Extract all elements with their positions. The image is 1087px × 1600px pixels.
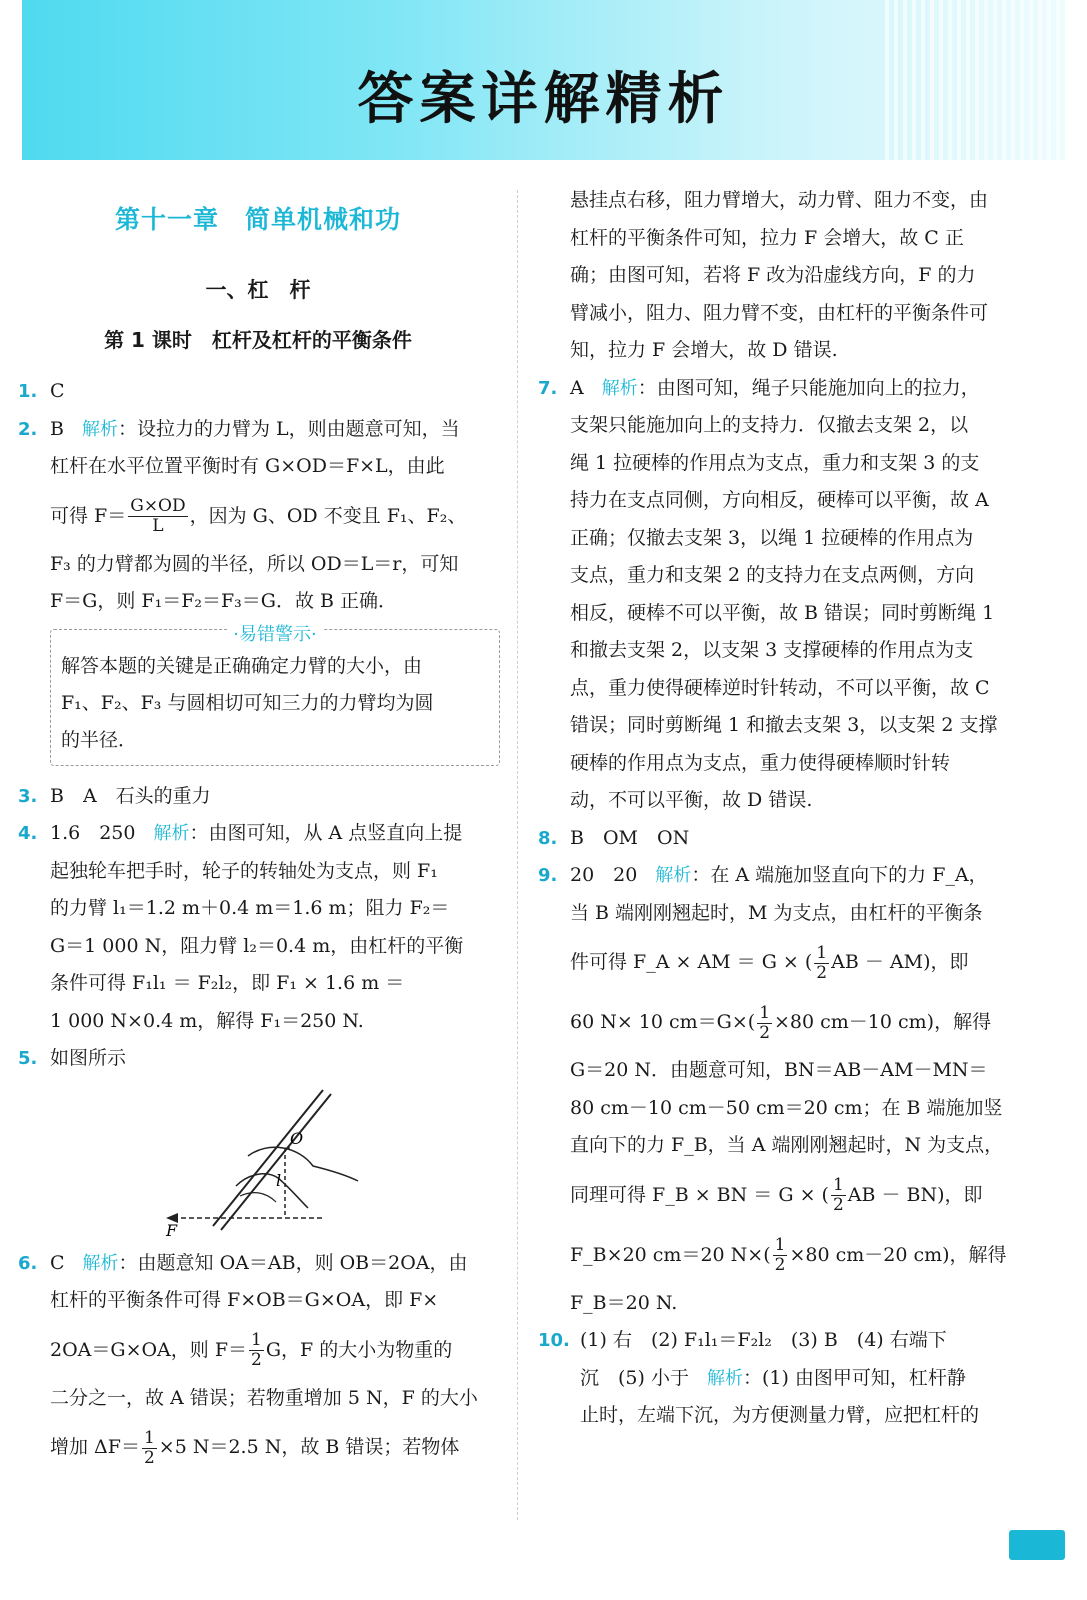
question-number: 3.: [18, 785, 38, 807]
analysis-label: 解析: [655, 865, 692, 886]
question-number: 4.: [18, 823, 38, 844]
answer-q4: [18, 815, 498, 1040]
explanation-line: F_B＝20 N.: [570, 1291, 678, 1314]
explanation-line: 杠杆在水平位置平衡时有 G×OD＝F×L，由此: [50, 455, 445, 477]
explanation-line: 条件可得 F₁l₁ ＝ F₂l₂，即 F₁ × 1.6 m ＝: [50, 972, 405, 994]
answer-q6: [18, 1245, 498, 1478]
denominator: 2: [759, 1022, 771, 1043]
answer-q1: [18, 373, 498, 411]
finger-outline: [236, 1170, 308, 1207]
fraction: [757, 1004, 772, 1043]
pen-rod-edge: [221, 1094, 331, 1230]
explanation-line: G，F 的大小为物重的: [265, 1338, 453, 1361]
question-number: 1.: [18, 381, 38, 402]
answer-text: B OM ON: [570, 826, 690, 849]
denominator: 2: [832, 1195, 844, 1215]
explanation-line: 直向下的力 F_B，当 A 端刚刚翘起时，N 为支点，: [570, 1134, 1004, 1156]
column-divider: [517, 190, 518, 1520]
explanation-line: ：由题意知 OA＝AB，则 OB＝2OA，由: [118, 1251, 468, 1274]
explanation-line: 同理可得 F_B × BN ＝ G × (: [570, 1183, 829, 1206]
explanation-line: G＝20 N．由题意可知，BN＝AB－AM－MN＝: [570, 1059, 988, 1081]
answer-text: (1) 右 (2) F₁l₁＝F₂l₂ (3) B (4) 右端下: [580, 1329, 947, 1351]
numerator: 1: [251, 1330, 262, 1350]
question-number: 10.: [538, 1330, 570, 1351]
analysis-label: 解析: [81, 418, 118, 440]
force-f-label: F: [166, 1220, 178, 1236]
explanation-line: AB － BN)，即: [847, 1183, 983, 1206]
answer-text: 沉 (5) 小于: [580, 1366, 689, 1389]
explanation-line: ×80 cm－10 cm)，解得: [774, 1011, 992, 1033]
explanation-line: ：由图可知，绳子只能施加向上的拉力，: [637, 376, 980, 399]
answer-text: C: [50, 380, 65, 402]
chapter-heading: 第十一章 简单机械和功: [114, 205, 401, 234]
explanation-line: 支点，重力和支架 2 的支持力在支点两侧，方向: [570, 564, 975, 586]
explanation-line: 增加 ΔF＝: [50, 1436, 140, 1458]
numerator: 1: [759, 1002, 771, 1023]
answer-text: 1.6 250: [50, 822, 136, 844]
question-number: 5.: [18, 1048, 38, 1069]
page-title: 答案详解精析: [357, 67, 730, 132]
explanation-line: ：由图可知，从 A 点竖直向上提: [189, 822, 463, 844]
explanation-line: F₃ 的力臂都为圆的半径，所以 OD＝L＝r，可知: [50, 552, 459, 575]
numerator: G×OD: [130, 496, 186, 516]
explanation-line: 二分之一，故 A 错误；若物重增加 5 N，F 的大小: [50, 1386, 478, 1409]
warning-line: F₁、F₂、F₃ 与圆相切可知三力的力臂均为圆: [61, 691, 434, 714]
question-number: 8.: [538, 827, 558, 849]
explanation-line: 件可得 F_A × AM ＝ G × (: [570, 951, 813, 973]
explanation-line: AB － AM)，即: [831, 951, 969, 973]
explanation-line: ：(1) 由图甲可知，杠杆静: [742, 1366, 966, 1389]
explanation-line: 的力臂 l₁＝1.2 m＋0.4 m＝1.6 m；阻力 F₂＝: [50, 897, 450, 919]
question-number: 7.: [538, 377, 558, 399]
explanation-line: 和撤去支架 2，以支架 3 支撑硬棒的作用点为支: [570, 639, 974, 661]
lever-hand-figure: [148, 1086, 368, 1236]
answer-q8: [538, 820, 1018, 858]
explanation-line: 悬挂点右移，阻力臂增大，动力臂、阻力不变，由: [570, 189, 989, 211]
explanation-line: 止时，左端下沉，为方便测量力臂，应把杠杆的: [580, 1404, 980, 1426]
question-number: 6.: [18, 1252, 38, 1274]
analysis-label: 解析: [601, 377, 638, 399]
explanation-line: ×5 N＝2.5 N，故 B 错误；若物体: [158, 1436, 460, 1458]
header-banner: [22, 0, 1065, 160]
explanation-line: 可得 F＝: [50, 504, 127, 527]
section-heading: 一、杠 杆: [205, 278, 311, 302]
explanation-line: 起独轮车把手时，轮子的转轴处为支点，则 F₁: [50, 859, 438, 882]
warning-title: ·易错警示·: [51, 616, 499, 653]
answer-text: C: [50, 1251, 65, 1274]
warning-line: 的半径．: [61, 728, 138, 751]
denominator: 2: [251, 1350, 262, 1370]
denominator: 2: [143, 1447, 155, 1468]
explanation-line: 绳 1 拉硬棒的作用点为支点，重力和支架 3 的支: [570, 451, 980, 474]
denominator: L: [152, 516, 164, 536]
explanation-line: 1 000 N×0.4 m，解得 F₁＝250 N.: [50, 1009, 364, 1032]
explanation-line: 动，不可以平衡，故 D 错误.: [570, 789, 813, 811]
explanation-line: 80 cm－10 cm－50 cm＝20 cm；在 B 端施加竖: [570, 1096, 1003, 1119]
explanation-line: 臂减小，阻力、阻力臂不变，由杠杆的平衡条件可: [570, 301, 989, 324]
explanation-line: ，因为 G、OD 不变且 F₁、F₂、: [189, 504, 467, 527]
explanation-line: 杠杆的平衡条件可知，拉力 F 会增大，故 C 正: [570, 226, 964, 249]
right-column: [538, 182, 1018, 1435]
answer-text: 20 20: [570, 864, 638, 886]
analysis-label: 解析: [82, 1252, 119, 1274]
answer-q3: [18, 778, 498, 816]
fraction: [128, 497, 187, 536]
explanation-line: ：在 A 端施加竖直向下的力 F_A，: [691, 864, 988, 886]
explanation-line: 点，重力使得硬棒逆时针转动，不可以平衡，故 C: [570, 676, 990, 699]
answer-text: 如图所示: [50, 1047, 127, 1069]
explanation-line: 错误；同时剪断绳 1 和撤去支架 3，以支架 2 支撑: [570, 714, 998, 736]
fraction: [814, 944, 829, 983]
numerator: 1: [774, 1235, 786, 1255]
analysis-label: 解析: [706, 1367, 743, 1389]
question-number: 2.: [18, 418, 38, 440]
explanation-line: ×80 cm－20 cm)，解得: [789, 1243, 1007, 1266]
numerator: 1: [832, 1175, 844, 1195]
explanation-line: 硬棒的作用点为支点，重力使得硬棒顺时针转: [570, 751, 951, 774]
explanation-line: 相反，硬棒不可以平衡，故 B 错误；同时剪断绳 1: [570, 601, 995, 624]
denominator: 2: [774, 1255, 786, 1275]
explanation-line: F_B×20 cm＝20 N×(: [570, 1243, 771, 1266]
explanation-line: 2OA＝G×OA，则 F＝: [50, 1338, 248, 1361]
fraction: [142, 1429, 157, 1468]
answer-q2: [18, 411, 498, 621]
fraction: [249, 1331, 264, 1370]
explanation-line: ：设拉力的力臂为 L，则由题意可知，当: [117, 417, 460, 440]
fraction: [831, 1176, 846, 1215]
question-number: 9.: [538, 865, 558, 886]
analysis-label: 解析: [153, 823, 190, 844]
warning-line: 解答本题的关键是正确确定力臂的大小，由: [61, 654, 423, 677]
explanation-line: 60 N× 10 cm＝G×(: [570, 1011, 756, 1033]
explanation-line: 杠杆的平衡条件可得 F×OB＝G×OA，即 F×: [50, 1289, 439, 1311]
left-column: [18, 190, 498, 1477]
numerator: 1: [816, 942, 828, 963]
point-o-label: O: [290, 1128, 304, 1148]
fraction: [773, 1236, 788, 1275]
explanation-line: 正确；仅撤去支架 3，以绳 1 拉硬棒的作用点为: [570, 526, 974, 549]
explanation-line: G＝1 000 N，阻力臂 l₂＝0.4 m，由杠杆的平衡: [50, 934, 464, 957]
numerator: 1: [143, 1427, 155, 1448]
explanation-line: 知，拉力 F 会增大，故 D 错误.: [570, 339, 838, 361]
explanation-line: 持力在支点同侧，方向相反，硬棒可以平衡，故 A: [570, 489, 989, 511]
warning-box: [50, 623, 500, 766]
page-number-tab: [1009, 1530, 1065, 1560]
arm-l-label: l: [276, 1170, 282, 1190]
explanation-line: 当 B 端刚刚翘起时，M 为支点，由杠杆的平衡条: [570, 901, 983, 924]
explanation-line: F＝G，则 F₁＝F₂＝F₃＝G．故 B 正确．: [50, 590, 398, 612]
answer-q9: [538, 857, 1018, 1322]
answer-q6-continued: [538, 182, 1018, 370]
answer-q10: [538, 1322, 1018, 1435]
explanation-line: 支架只能施加向上的支持力．仅撤去支架 2，以: [570, 414, 969, 436]
explanation-line: 确；由图可知，若将 F 改为沿虚线方向，F 的力: [570, 264, 976, 286]
answer-q7: [538, 370, 1018, 820]
answer-text: B A 石头的重力: [50, 784, 211, 807]
answer-text: B: [50, 417, 64, 440]
answer-q5: [18, 1040, 498, 1078]
denominator: 2: [816, 962, 828, 983]
lesson-heading: 第 1 课时 杠杆及杠杆的平衡条件: [104, 328, 412, 352]
answer-text: A: [570, 376, 584, 399]
